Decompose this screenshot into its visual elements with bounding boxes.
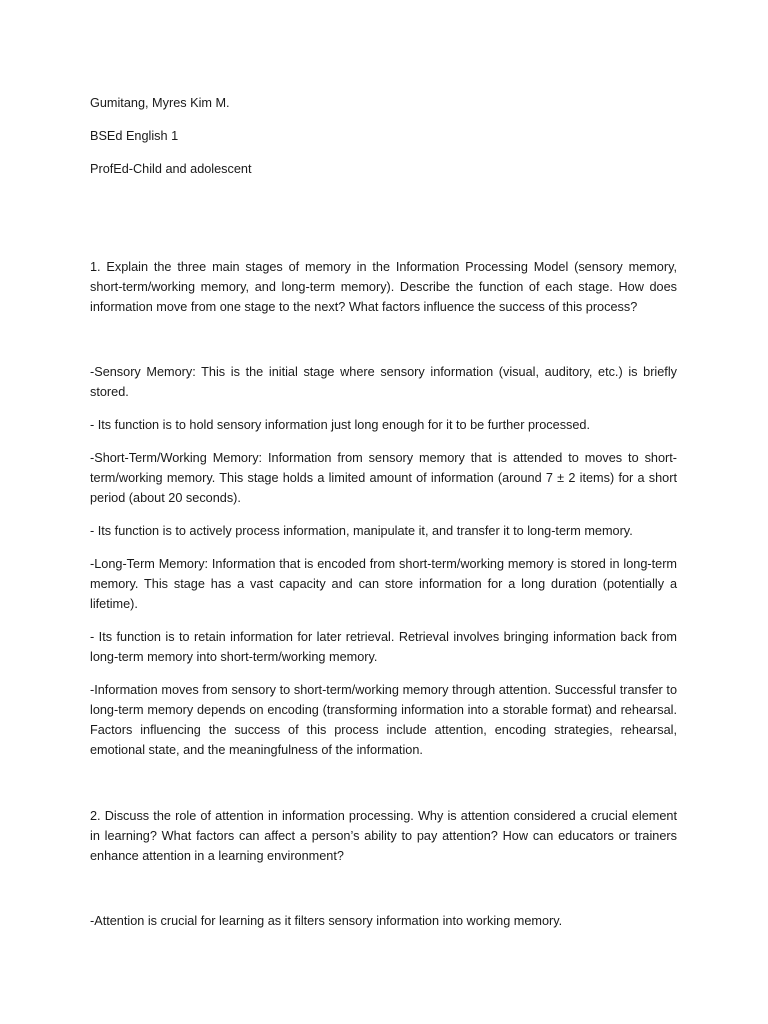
document-body <box>90 93 677 944</box>
answer-long-term-function: - Its function is to retain information for later retrieval. Retrieval involves bringing information back from long-term memory into short-term/working memory. <box>90 630 677 664</box>
question-2-prompt: 2. Discuss the role of attention in information processing. Why is attention considered a crucial element in learning? What factors can affect a person’s ability to pay attention? How can educators or trainers enhance attention in a learning environment? <box>90 809 677 863</box>
subject-line: ProfEd-Child and adolescent <box>90 162 252 176</box>
student-name: Gumitang, Myres Kim M. <box>90 96 230 110</box>
answer-sensory-memory: -Sensory Memory: This is the initial stage where sensory information (visual, auditory, etc.) is briefly stored. <box>90 365 677 399</box>
course-line: BSEd English 1 <box>90 129 179 143</box>
question-1-prompt: 1. Explain the three main stages of memory in the Information Processing Model (sensory memory, short-term/working memory, and long-term memory). Describe the function of each stage. How does information move from one stage to the next? What factors influence the success of this process? <box>90 260 677 314</box>
answer-long-term-memory: -Long-Term Memory: Information that is encoded from short-term/working memory is stored in long-term memory. This stage has a vast capacity and can store information for a long duration (potentially a lifetime). <box>90 557 677 611</box>
spacer <box>90 773 677 806</box>
answer-information-flow: -Information moves from sensory to short-term/working memory through attention. Successful transfer to long-term memory depends on encoding (transforming information into a storable format) and rehearsal. Factors influencing the success of this process include attention, encoding strategies, rehearsal, emotional state, and the meaningfulness of the information. <box>90 683 677 757</box>
spacer <box>90 192 677 257</box>
answer-sensory-function: - Its function is to hold sensory information just long enough for it to be further processed. <box>90 418 591 432</box>
spacer <box>90 879 677 911</box>
answer-short-term-function: - Its function is to actively process information, manipulate it, and transfer it to long-term memory. <box>90 524 633 538</box>
answer-attention: -Attention is crucial for learning as it filters sensory information into working memory. <box>90 914 563 928</box>
answer-short-term-memory: -Short-Term/Working Memory: Information from sensory memory that is attended to moves to short-term/working memory. This stage holds a limited amount of information (around 7 ± 2 items) for a short period (about 20 seconds). <box>90 451 677 505</box>
spacer <box>90 330 677 362</box>
